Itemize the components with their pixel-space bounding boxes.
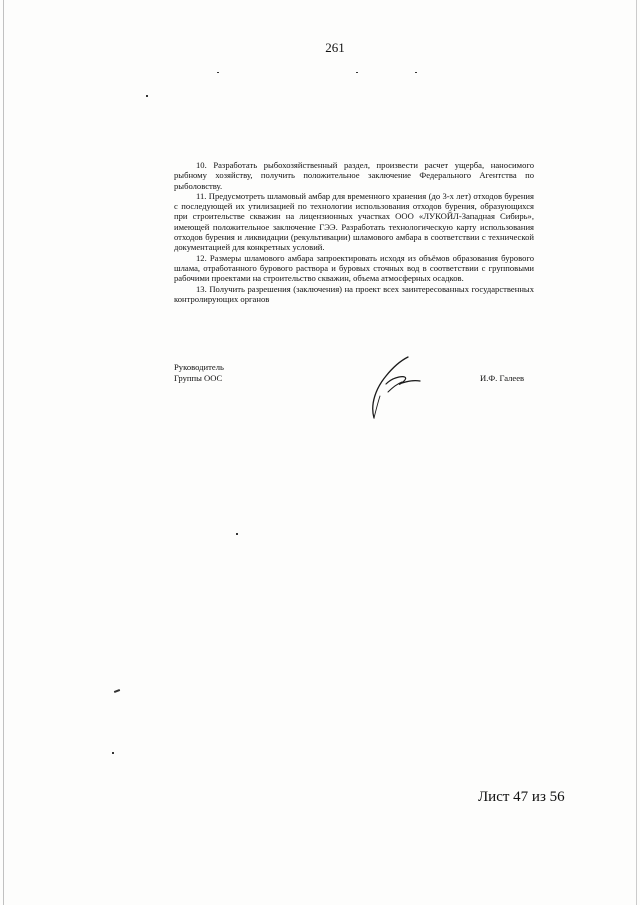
scan-speck (114, 689, 120, 693)
scan-speck (112, 752, 114, 754)
scan-edge-right (636, 0, 637, 905)
scan-speck (415, 72, 417, 73)
scan-edge-left (3, 0, 4, 905)
paragraph-12: 12. Размеры шламового амбара запроектировать исходя из объёмов образования бурового шлама, отработанного бурового раствора и буровых сточных вод в соответствии с групповыми рабочими проектами на строительство скважин, объема атмосферных осадков. (174, 252, 534, 284)
signatory-role-line1: Руководитель (174, 362, 224, 372)
document-body (174, 160, 534, 304)
paragraph-13: 13. Получить разрешения (заключения) на проект всех заинтересованных государственных контролирующих органов (174, 283, 534, 304)
signature-block (174, 362, 534, 422)
sheet-counter: Лист 47 из 56 (478, 789, 565, 805)
signatory-role (174, 362, 224, 384)
signatory-role-line2: Группы ООС (174, 373, 223, 383)
paragraph-10: 10. Разработать рыбохозяйственный раздел, произвести расчет ущерба, наносимого рыбному хозяйству, получить положительное заключение Федерального Агентства по рыболовству. (174, 160, 534, 191)
scan-speck (356, 72, 358, 73)
scan-speck (146, 95, 148, 97)
paragraph-11: 11. Предусмотреть шламовый амбар для временного хранения (до 3-х лет) отходов бурения с последующей их утилизацией по технологии использования отходов бурения, образующихся при строительстве скважин на лицензионных участках ООО «ЛУКОЙЛ-Западная Сибирь», имеющей положительное заключение ГЭЭ. Разработать технологическую карту использования отходов бурения и ликвидации (рекультивации) шламового амбара в соответствии с технической документацией для конкретных условий. (174, 190, 534, 253)
scan-speck (236, 533, 238, 535)
handwritten-signature-icon (364, 354, 424, 420)
signatory-name: И.Ф. Галеев (480, 373, 525, 383)
scan-speck (217, 72, 219, 73)
page-number: 261 (325, 40, 345, 55)
